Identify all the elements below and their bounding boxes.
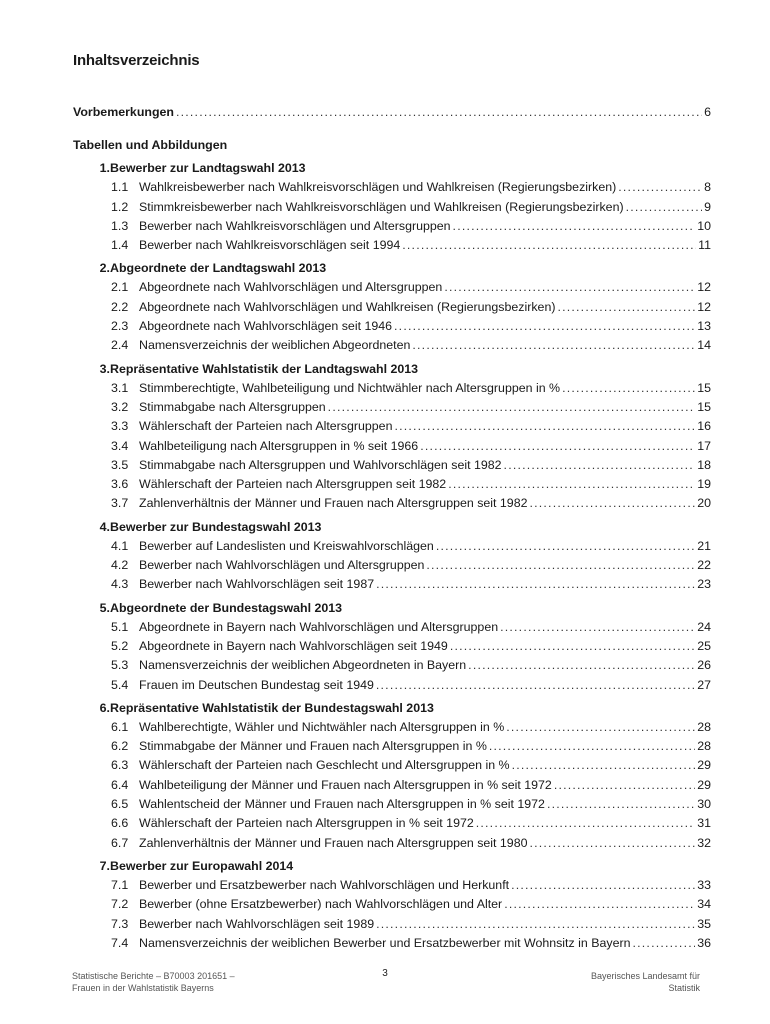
toc-entry[interactable] (73, 876, 711, 895)
toc-entry-text: Namensverzeichnis der weiblichen Abgeordneten (139, 338, 411, 353)
toc-entry-label (111, 475, 446, 494)
toc-entry-number: 2.1 (111, 280, 129, 295)
toc-entry[interactable] (73, 756, 711, 775)
toc-page-number: 12 (697, 299, 711, 314)
toc-page-number: 24 (697, 619, 711, 634)
toc-page-number: 18 (697, 457, 711, 472)
dot-leader (444, 278, 695, 297)
toc-entry[interactable] (73, 618, 711, 637)
toc-page-number: 27 (697, 677, 711, 692)
dot-leader (504, 895, 695, 914)
toc-page-number: 10 (697, 218, 711, 233)
dot-leader (448, 475, 695, 494)
table-of-contents (73, 103, 711, 953)
toc-entry-text: Namensverzeichnis der weiblichen Bewerber und Ersatzbewerber mit Wohnsitz in Bayern (139, 935, 631, 950)
toc-entry[interactable] (73, 198, 711, 217)
toc-entry-label (111, 456, 502, 475)
toc-entry-number: 4.3 (111, 577, 129, 592)
toc-entry-text: Wählerschaft der Parteien nach Altersgruppen seit 1982 (139, 477, 447, 492)
toc-entry-number: 2.3 (111, 319, 129, 334)
toc-page-number: 15 (697, 380, 711, 395)
toc-entry-label (111, 718, 504, 737)
dot-leader (554, 776, 695, 795)
toc-entry[interactable] (73, 776, 711, 795)
footer-publisher (500, 970, 700, 994)
toc-entry-number: 1.3 (111, 218, 129, 233)
toc-entry-text: Stimmkreisbewerber nach Wahlkreisvorschlägen und Wahlkreisen (Regierungsbezirken) (139, 199, 624, 214)
chapter-heading[interactable] (73, 518, 711, 537)
chapter-heading[interactable] (73, 857, 711, 876)
toc-entry-text: Abgeordnete nach Wahlvorschlägen und Altersgruppen (139, 280, 443, 295)
toc-entry-number: 3.4 (111, 438, 129, 453)
toc-entry-text: Wählerschaft der Parteien nach Geschlecht und Altersgruppen in % (139, 758, 510, 773)
toc-entry-label (111, 876, 509, 895)
toc-entry-text: Stimmabgabe der Männer und Frauen nach Altersgruppen in % (139, 739, 487, 754)
toc-page-number: 28 (697, 719, 711, 734)
toc-page-number: 8 (704, 180, 711, 195)
toc-entry-number: 6.4 (111, 777, 129, 792)
toc-page-number: 30 (697, 797, 711, 812)
chapter-title: Bewerber zur Bundestagswahl 2013 (110, 519, 322, 534)
toc-entry[interactable] (73, 437, 711, 456)
toc-entry-text: Wählerschaft der Parteien nach Altersgruppen in % seit 1972 (139, 816, 474, 831)
toc-entry-label (111, 537, 434, 556)
toc-entry[interactable] (73, 298, 711, 317)
toc-entry-text: Bewerber und Ersatzbewerber nach Wahlvorschlägen und Herkunft (139, 877, 510, 892)
toc-page-number: 11 (698, 238, 711, 253)
dot-leader (412, 336, 695, 355)
dot-leader (420, 437, 695, 456)
toc-entry-label (111, 756, 510, 775)
dot-leader (376, 915, 695, 934)
footer-publication (72, 970, 312, 994)
toc-entry-text: Bewerber nach Wahlkreisvorschlägen und Altersgruppen (139, 218, 451, 233)
dot-leader (529, 494, 695, 513)
toc-entry[interactable] (73, 795, 711, 814)
toc-entry-number: 7.2 (111, 897, 129, 912)
toc-entry-text: Bewerber (ohne Ersatzbewerber) nach Wahlvorschlägen und Alter (139, 897, 503, 912)
toc-page-number: 33 (697, 877, 711, 892)
toc-entry-text: Stimmabgabe nach Altersgruppen und Wahlvorschlägen seit 1982 (139, 457, 502, 472)
toc-entry-label (111, 178, 616, 197)
toc-entry-label (111, 417, 392, 436)
toc-entry[interactable] (73, 737, 711, 756)
dot-leader (489, 737, 695, 756)
dot-leader (547, 795, 695, 814)
toc-page-number: 29 (697, 758, 711, 773)
toc-page-number: 36 (697, 935, 711, 950)
toc-entry-number: 2.2 (111, 299, 129, 314)
chapter-title: Repräsentative Wahlstatistik der Landtagswahl 2013 (110, 361, 419, 376)
toc-entry-number: 2.4 (111, 338, 129, 353)
toc-entry[interactable] (73, 278, 711, 297)
toc-entry[interactable] (73, 556, 711, 575)
dot-leader (506, 718, 695, 737)
toc-page-number: 35 (697, 916, 711, 931)
toc-entry-label (111, 336, 410, 355)
toc-entry-text: Zahlenverhältnis der Männer und Frauen nach Altersgruppen seit 1982 (139, 496, 528, 511)
toc-entry-label (111, 298, 555, 317)
dot-leader (450, 637, 695, 656)
dot-leader (511, 876, 695, 895)
chapter-title: Abgeordnete der Bundestagswahl 2013 (110, 600, 343, 615)
toc-entry-number: 6.1 (111, 719, 129, 734)
toc-entry[interactable] (73, 317, 711, 336)
chapter-number: 7. (99, 858, 110, 873)
toc-entry-number: 1.1 (111, 180, 129, 195)
toc-page-number: 31 (697, 816, 711, 831)
toc-entry-label (111, 398, 326, 417)
toc-entry-number: 7.4 (111, 935, 129, 950)
toc-page-number: 12 (697, 280, 711, 295)
toc-entry-number: 7.3 (111, 916, 129, 931)
chapter-title: Abgeordnete der Landtagswahl 2013 (110, 261, 327, 276)
toc-entry-number: 4.1 (111, 538, 129, 553)
toc-entry-number: 1.4 (111, 238, 129, 253)
toc-entry-text: Wahlbeteiligung der Männer und Frauen nach Altersgruppen in % seit 1972 (139, 777, 552, 792)
toc-page-number: 29 (697, 777, 711, 792)
dot-leader (328, 398, 696, 417)
toc-entry-number: 6.5 (111, 797, 129, 812)
toc-entry[interactable] (73, 814, 711, 833)
toc-entry[interactable] (73, 398, 711, 417)
toc-entry-number: 3.6 (111, 477, 129, 492)
toc-entry-text: Abgeordnete nach Wahlvorschlägen seit 1946 (139, 319, 393, 334)
toc-entry-number: 6.2 (111, 739, 129, 754)
toc-entry-number: 3.5 (111, 457, 129, 472)
toc-entry-label (111, 814, 474, 833)
toc-entry[interactable] (73, 895, 711, 914)
toc-entry-text: Wahlbeteiligung nach Altersgruppen in % seit 1966 (139, 438, 419, 453)
dot-leader (512, 756, 696, 775)
dot-leader (476, 814, 695, 833)
toc-entry[interactable] (73, 379, 711, 398)
toc-entry-number: 6.7 (111, 835, 129, 850)
toc-page-number: 21 (697, 538, 711, 553)
toc-entry-number: 5.1 (111, 619, 129, 634)
toc-entry-number: 3.3 (111, 419, 129, 434)
toc-entry[interactable] (73, 834, 711, 853)
toc-entry[interactable] (73, 417, 711, 436)
chapter-title: Repräsentative Wahlstatistik der Bundestagswahl 2013 (110, 700, 434, 715)
footer-publisher-line: Statistik (668, 983, 700, 993)
toc-entry-label (111, 236, 400, 255)
toc-entry-text: Wahlberechtigte, Wähler und Nichtwähler nach Altersgruppen in % (139, 719, 505, 734)
toc-page-number: 17 (697, 438, 711, 453)
toc-entry[interactable] (73, 934, 711, 953)
toc-entry-label (111, 934, 631, 953)
dot-leader (504, 456, 696, 475)
toc-page-number: 28 (697, 739, 711, 754)
toc-entry-label: Vorbemerkungen (73, 105, 174, 119)
toc-page-number: 22 (697, 558, 711, 573)
page-title: Inhaltsverzeichnis (73, 52, 200, 69)
toc-entry-label (111, 437, 418, 456)
dot-leader (529, 834, 695, 853)
toc-entry-number: 5.2 (111, 638, 129, 653)
toc-entry-text: Frauen im Deutschen Bundestag seit 1949 (139, 677, 374, 692)
toc-entry-preface[interactable] (73, 103, 711, 122)
chapter-number: 3. (99, 361, 110, 376)
toc-entry-text: Bewerber nach Wahlkreisvorschlägen seit 1994 (139, 238, 401, 253)
dot-leader (376, 575, 695, 594)
toc-entry-text: Stimmberechtigte, Wahlbeteiligung und Nichtwähler nach Altersgruppen in % (139, 380, 561, 395)
chapter-number: 6. (99, 700, 110, 715)
toc-page-number: 32 (697, 835, 711, 850)
toc-entry-number: 5.4 (111, 677, 129, 692)
dot-leader (557, 298, 695, 317)
toc-entry[interactable] (73, 456, 711, 475)
toc-entry-label (111, 556, 424, 575)
chapter-number: 2. (99, 261, 110, 276)
dot-leader (618, 178, 702, 197)
toc-entry-label (111, 795, 545, 814)
footer-publisher-line: Bayerisches Landesamt für (590, 971, 700, 981)
toc-entry[interactable] (73, 336, 711, 355)
toc-entry-text: Abgeordnete in Bayern nach Wahlvorschlägen seit 1949 (139, 638, 448, 653)
toc-page-number: 14 (697, 338, 711, 353)
toc-entry-text: Wahlkreisbewerber nach Wahlkreisvorschlägen und Wahlkreisen (Regierungsbezirken) (139, 180, 617, 195)
toc-entry[interactable] (73, 915, 711, 934)
toc-entry-label (111, 379, 560, 398)
chapter-heading[interactable] (73, 699, 711, 718)
toc-entry-number: 4.2 (111, 558, 129, 573)
toc-entry-number: 5.3 (111, 658, 129, 673)
toc-page-number: 25 (697, 638, 711, 653)
chapter-list (73, 159, 711, 953)
chapter-title: Bewerber zur Europawahl 2014 (110, 858, 294, 873)
section-heading: Tabellen und Abbildungen (73, 138, 228, 153)
dot-leader (468, 656, 695, 675)
toc-entry-number: 7.1 (111, 877, 129, 892)
toc-page-number: 34 (697, 897, 711, 912)
dot-leader (562, 379, 695, 398)
toc-entry-label (111, 278, 442, 297)
toc-entry-text: Namensverzeichnis der weiblichen Abgeordneten in Bayern (139, 658, 467, 673)
toc-entry[interactable] (73, 217, 711, 236)
toc-entry-label (111, 494, 527, 513)
toc-entry-label (111, 776, 552, 795)
toc-entry-label (111, 915, 374, 934)
dot-leader (394, 417, 695, 436)
toc-entry-label (111, 656, 466, 675)
toc-entry-label (111, 575, 374, 594)
toc-page-number: 13 (697, 319, 711, 334)
toc-page-number: 26 (697, 658, 711, 673)
footer-publication-line: Statistische Berichte – B70003 201651 – (72, 971, 235, 981)
toc-page-number: 6 (704, 105, 711, 119)
toc-entry-label (111, 676, 374, 695)
toc-page-number: 15 (697, 399, 711, 414)
footer-publication-line: Frauen in der Wahlstatistik Bayerns (72, 983, 214, 993)
dot-leader (453, 217, 696, 236)
toc-entry-text: Bewerber auf Landeslisten und Kreiswahlvorschlägen (139, 538, 434, 553)
toc-entry-number: 3.2 (111, 399, 129, 414)
toc-entry[interactable] (73, 676, 711, 695)
toc-entry-label (111, 834, 527, 853)
footer-page-number: 3 (382, 968, 388, 979)
toc-entry-text: Zahlenverhältnis der Männer und Frauen nach Altersgruppen seit 1980 (139, 835, 528, 850)
toc-entry-label (111, 317, 392, 336)
toc-entry-text: Bewerber nach Wahlvorschlägen seit 1987 (139, 577, 375, 592)
chapter-number: 1. (99, 161, 110, 176)
dot-leader (402, 236, 696, 255)
toc-entry-number: 3.1 (111, 380, 129, 395)
toc-entry[interactable] (73, 537, 711, 556)
toc-entry-text: Bewerber nach Wahlvorschlägen und Altersgruppen (139, 558, 425, 573)
chapter-heading[interactable] (73, 360, 711, 379)
toc-entry-text: Stimmabgabe nach Altersgruppen (139, 399, 326, 414)
dot-leader (426, 556, 695, 575)
toc-entry-label (111, 895, 502, 914)
chapter-heading[interactable] (73, 259, 711, 278)
toc-entry[interactable] (73, 178, 711, 197)
toc-page-number: 16 (697, 419, 711, 434)
dot-leader (500, 618, 695, 637)
toc-entry[interactable] (73, 718, 711, 737)
toc-entry-label (111, 637, 448, 656)
toc-entry-number: 3.7 (111, 496, 129, 511)
toc-entry-label (111, 618, 498, 637)
toc-entry-label (111, 198, 624, 217)
toc-entry[interactable] (73, 637, 711, 656)
toc-page-number: 20 (697, 496, 711, 511)
dot-leader (394, 317, 695, 336)
toc-entry[interactable] (73, 475, 711, 494)
toc-entry-number: 6.6 (111, 816, 129, 831)
toc-page-number: 19 (697, 477, 711, 492)
toc-entry-text: Bewerber nach Wahlvorschlägen seit 1989 (139, 916, 375, 931)
toc-entry-text: Abgeordnete nach Wahlvorschlägen und Wahlkreisen (Regierungsbezirken) (139, 299, 556, 314)
toc-entry-text: Abgeordnete in Bayern nach Wahlvorschlägen und Altersgruppen (139, 619, 499, 634)
toc-page-number: 23 (697, 577, 711, 592)
chapter-heading[interactable] (73, 599, 711, 618)
toc-page-number: 9 (704, 199, 711, 214)
dot-leader (436, 537, 695, 556)
dot-leader (176, 103, 702, 122)
toc-entry[interactable] (73, 656, 711, 675)
toc-entry[interactable] (73, 236, 711, 255)
dot-leader (376, 676, 695, 695)
toc-entry-number: 1.2 (111, 199, 129, 214)
chapter-title: Bewerber zur Landtagswahl 2013 (110, 161, 306, 176)
toc-entry-text: Wahlentscheid der Männer und Frauen nach Altersgruppen in % seit 1972 (139, 797, 545, 812)
toc-entry-label (111, 217, 451, 236)
toc-entry-label (111, 737, 487, 756)
dot-leader (633, 934, 696, 953)
toc-entry[interactable] (73, 575, 711, 594)
chapter-number: 4. (99, 519, 110, 534)
chapter-heading[interactable] (73, 159, 711, 178)
toc-entry[interactable] (73, 494, 711, 513)
toc-entry-number: 6.3 (111, 758, 129, 773)
chapter-number: 5. (99, 600, 110, 615)
dot-leader (626, 198, 703, 217)
toc-entry-text: Wählerschaft der Parteien nach Altersgruppen (139, 419, 393, 434)
